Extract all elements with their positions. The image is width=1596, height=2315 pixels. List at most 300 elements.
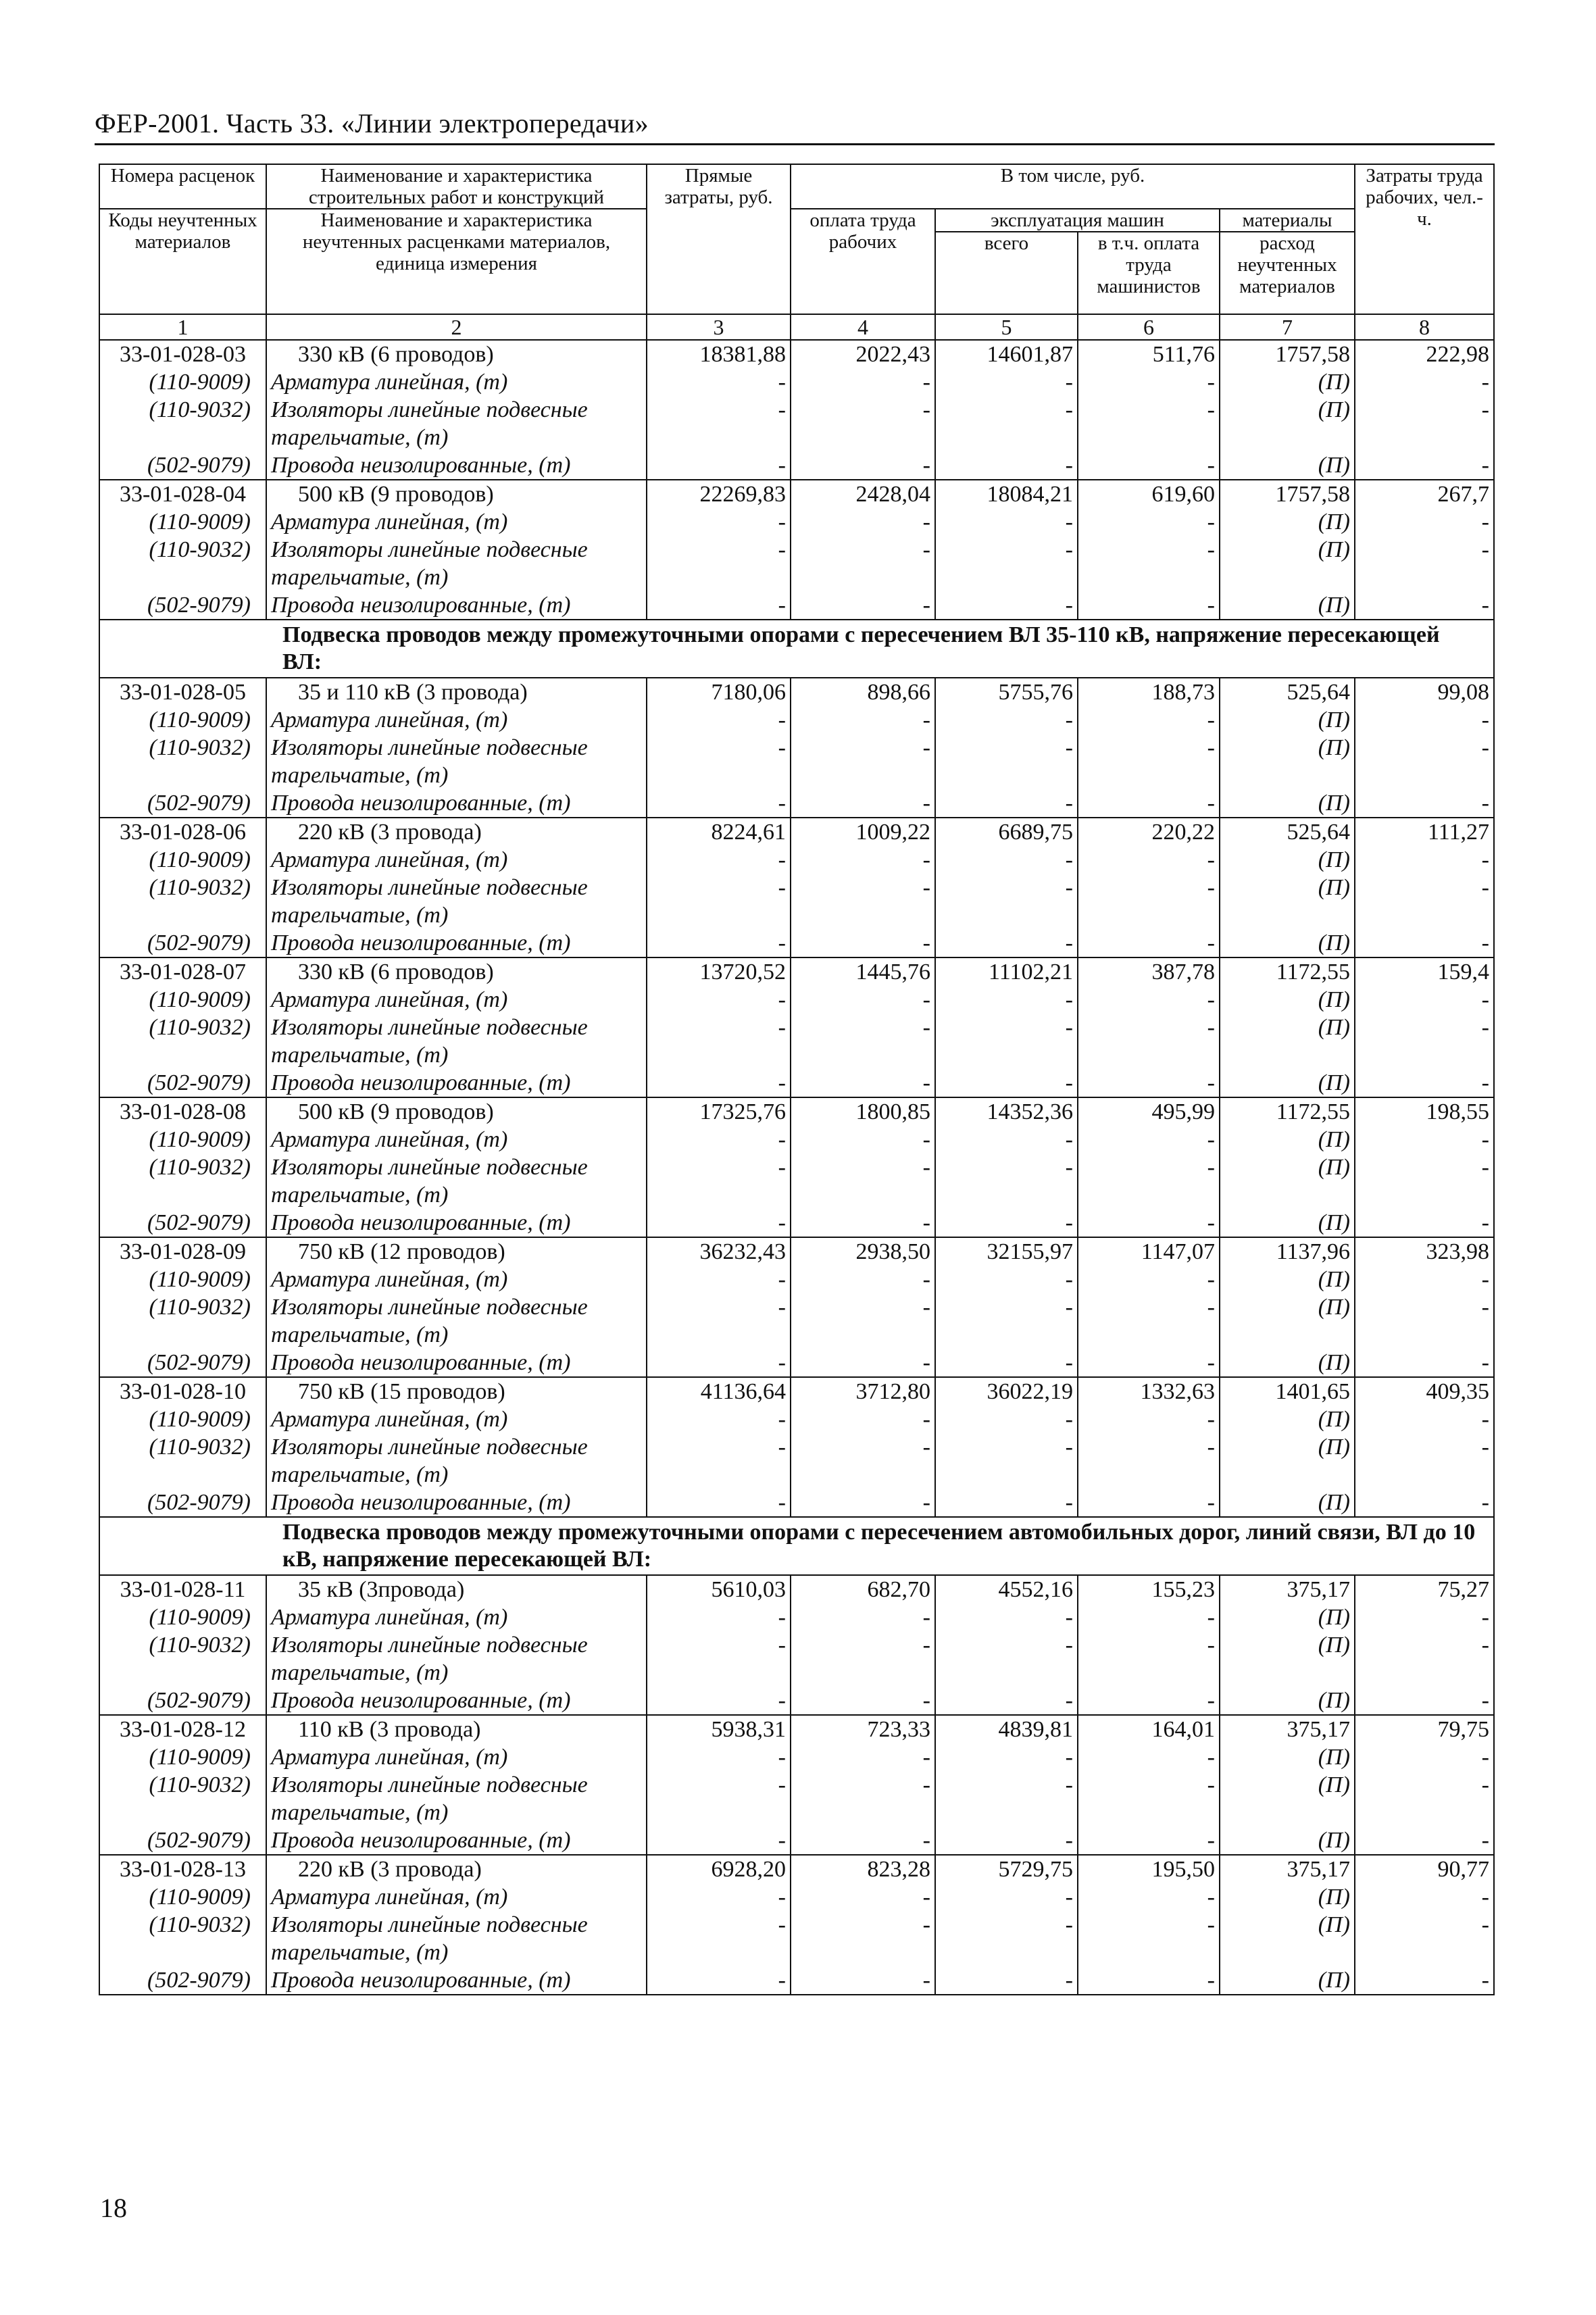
dash-cell: - — [935, 789, 1078, 818]
rate-code: 33-01-028-06 — [99, 818, 266, 846]
dash-cell: - — [1078, 1966, 1220, 1995]
rate-name: 500 кВ (9 проводов) — [266, 480, 647, 508]
dash-cell: - — [1355, 734, 1494, 789]
material-row — [99, 1489, 1494, 1517]
material-p-mark: (П) — [1220, 706, 1355, 734]
material-code: (110-9032) — [99, 734, 266, 789]
col-number: 5 — [935, 314, 1078, 340]
rate-code: 33-01-028-07 — [99, 957, 266, 986]
rate-mach-pay: 495,99 — [1078, 1097, 1220, 1126]
rate-name: 330 кВ (6 проводов) — [266, 957, 647, 986]
page-number: 18 — [100, 2193, 127, 2223]
dash-cell: - — [791, 846, 935, 874]
dash-cell: - — [1078, 1771, 1220, 1826]
material-row — [99, 1687, 1494, 1715]
col-number: 8 — [1355, 314, 1494, 340]
material-row — [99, 846, 1494, 874]
dash-cell: - — [1355, 706, 1494, 734]
rate-row — [99, 340, 1494, 368]
dash-cell: - — [1078, 536, 1220, 591]
dash-cell: - — [1355, 1209, 1494, 1237]
dash-cell: - — [647, 1603, 791, 1631]
dash-cell: - — [647, 1966, 791, 1995]
dash-cell: - — [935, 929, 1078, 957]
rate-mach-total: 32155,97 — [935, 1237, 1078, 1266]
material-p-mark: (П) — [1220, 396, 1355, 451]
rate-mach-total: 5729,75 — [935, 1855, 1078, 1883]
material-name: Изоляторы линейные подвесные — [266, 1153, 647, 1181]
dash-cell: - — [791, 1014, 935, 1069]
material-name: Изоляторы линейные подвесные — [266, 1911, 647, 1939]
dash-cell: - — [791, 396, 935, 451]
material-p-mark: (П) — [1220, 1911, 1355, 1966]
dash-cell: - — [1355, 1603, 1494, 1631]
material-row — [99, 591, 1494, 620]
dash-cell: - — [791, 1687, 935, 1715]
material-code: (110-9009) — [99, 986, 266, 1014]
dash-cell: - — [1355, 1826, 1494, 1855]
rate-code: 33-01-028-10 — [99, 1377, 266, 1405]
dash-cell: - — [647, 396, 791, 451]
rate-row — [99, 678, 1494, 706]
dash-cell: - — [935, 1883, 1078, 1911]
material-row — [99, 1405, 1494, 1433]
dash-cell: - — [791, 1826, 935, 1855]
header-including: В том числе, руб. — [791, 164, 1355, 209]
dash-cell: - — [791, 986, 935, 1014]
rate-name: 750 кВ (15 проводов) — [266, 1377, 647, 1405]
rate-labor-hours: 111,27 — [1355, 818, 1494, 846]
rate-mach-total: 5755,76 — [935, 678, 1078, 706]
rate-code: 33-01-028-09 — [99, 1237, 266, 1266]
material-p-mark: (П) — [1220, 1293, 1355, 1349]
material-name: Изоляторы линейные подвесные — [266, 1631, 647, 1659]
rate-labor: 2428,04 — [791, 480, 935, 508]
material-row — [99, 1069, 1494, 1097]
rate-labor: 823,28 — [791, 1855, 935, 1883]
material-name-continuation: тарельчатые, (т) — [266, 1321, 647, 1349]
dash-cell: - — [935, 591, 1078, 620]
dash-cell: - — [647, 1911, 791, 1966]
material-p-mark: (П) — [1220, 986, 1355, 1014]
rate-mach-total: 11102,21 — [935, 957, 1078, 986]
dash-cell: - — [1355, 536, 1494, 591]
rate-mach-total: 4552,16 — [935, 1575, 1078, 1603]
section-heading-row — [99, 620, 1494, 678]
rate-row — [99, 1575, 1494, 1603]
dash-cell: - — [1355, 1687, 1494, 1715]
dash-cell: - — [1078, 1743, 1220, 1771]
rate-row — [99, 1377, 1494, 1405]
dash-cell: - — [647, 1826, 791, 1855]
rate-labor: 1800,85 — [791, 1097, 935, 1126]
dash-cell: - — [791, 1771, 935, 1826]
rate-mach-pay: 164,01 — [1078, 1715, 1220, 1743]
material-row — [99, 396, 1494, 424]
material-name-continuation: тарельчатые, (т) — [266, 901, 647, 929]
dash-cell: - — [1355, 1743, 1494, 1771]
dash-cell: - — [1355, 1153, 1494, 1209]
header-unaccounted-codes: Коды неучтенных материалов — [99, 209, 266, 314]
rate-labor: 2022,43 — [791, 340, 935, 368]
dash-cell: - — [1355, 1405, 1494, 1433]
material-name: Изоляторы линейные подвесные — [266, 1433, 647, 1461]
dash-cell: - — [647, 1743, 791, 1771]
material-code: (110-9009) — [99, 368, 266, 396]
dash-cell: - — [1078, 1405, 1220, 1433]
dash-cell: - — [935, 1349, 1078, 1377]
material-name: Изоляторы линейные подвесные — [266, 536, 647, 564]
material-p-mark: (П) — [1220, 1687, 1355, 1715]
rate-materials: 1172,55 — [1220, 1097, 1355, 1126]
dash-cell: - — [791, 706, 935, 734]
dash-cell: - — [1355, 1631, 1494, 1687]
rate-labor: 682,70 — [791, 1575, 935, 1603]
material-row — [99, 1266, 1494, 1293]
dash-cell: - — [1355, 986, 1494, 1014]
dash-cell: - — [791, 1489, 935, 1517]
rate-direct: 6928,20 — [647, 1855, 791, 1883]
material-code: (110-9009) — [99, 1743, 266, 1771]
rate-labor: 723,33 — [791, 1715, 935, 1743]
material-row — [99, 1631, 1494, 1659]
dash-cell: - — [1078, 1293, 1220, 1349]
dash-cell: - — [1078, 929, 1220, 957]
dash-cell: - — [1355, 1489, 1494, 1517]
rate-mach-pay: 220,22 — [1078, 818, 1220, 846]
material-p-mark: (П) — [1220, 1631, 1355, 1687]
rate-labor-hours: 159,4 — [1355, 957, 1494, 986]
rate-labor: 1009,22 — [791, 818, 935, 846]
dash-cell: - — [935, 706, 1078, 734]
rate-name: 35 и 110 кВ (3 провода) — [266, 678, 647, 706]
dash-cell: - — [1078, 1069, 1220, 1097]
rate-row — [99, 1097, 1494, 1126]
rate-mach-pay: 387,78 — [1078, 957, 1220, 986]
material-name-continuation: тарельчатые, (т) — [266, 1659, 647, 1687]
dash-cell: - — [1355, 874, 1494, 929]
material-row — [99, 789, 1494, 818]
material-code: (110-9032) — [99, 874, 266, 929]
material-p-mark: (П) — [1220, 874, 1355, 929]
material-row — [99, 734, 1494, 762]
material-code: (110-9009) — [99, 1603, 266, 1631]
dash-cell: - — [1078, 396, 1220, 451]
material-name: Арматура линейная, (т) — [266, 986, 647, 1014]
material-p-mark: (П) — [1220, 1433, 1355, 1489]
dash-cell: - — [935, 1603, 1078, 1631]
rate-code: 33-01-028-13 — [99, 1855, 266, 1883]
dash-cell: - — [647, 1266, 791, 1293]
col-number: 1 — [99, 314, 266, 340]
dash-cell: - — [647, 368, 791, 396]
dash-cell: - — [1078, 1349, 1220, 1377]
header-machinist-pay: в т.ч. оплата труда машинистов — [1078, 232, 1220, 314]
material-p-mark: (П) — [1220, 368, 1355, 396]
rate-code: 33-01-028-05 — [99, 678, 266, 706]
dash-cell: - — [647, 1293, 791, 1349]
material-p-mark: (П) — [1220, 1126, 1355, 1153]
dash-cell: - — [935, 986, 1078, 1014]
col-number: 7 — [1220, 314, 1355, 340]
material-p-mark: (П) — [1220, 1153, 1355, 1209]
dash-cell: - — [1078, 1014, 1220, 1069]
dash-cell: - — [647, 986, 791, 1014]
dash-cell: - — [791, 368, 935, 396]
dash-cell: - — [791, 508, 935, 536]
material-p-mark: (П) — [1220, 929, 1355, 957]
document-title: ФЕР-2001. Часть 33. «Линии электропередачи» — [95, 108, 649, 139]
header-materials: материалы — [1220, 209, 1355, 232]
material-p-mark: (П) — [1220, 1405, 1355, 1433]
dash-cell: - — [935, 1153, 1078, 1209]
material-code: (110-9009) — [99, 508, 266, 536]
dash-cell: - — [647, 1687, 791, 1715]
dash-cell: - — [1078, 846, 1220, 874]
rate-materials: 525,64 — [1220, 678, 1355, 706]
material-name-continuation: тарельчатые, (т) — [266, 1939, 647, 1966]
material-code: (110-9032) — [99, 1433, 266, 1489]
material-name: Арматура линейная, (т) — [266, 508, 647, 536]
dash-cell: - — [1355, 1433, 1494, 1489]
dash-cell: - — [1355, 591, 1494, 620]
dash-cell: - — [1078, 1433, 1220, 1489]
rate-direct: 18381,88 — [647, 340, 791, 368]
rate-name: 330 кВ (6 проводов) — [266, 340, 647, 368]
material-name-continuation: тарельчатые, (т) — [266, 1181, 647, 1209]
material-name: Арматура линейная, (т) — [266, 1883, 647, 1911]
dash-cell: - — [935, 1293, 1078, 1349]
material-name-continuation: тарельчатые, (т) — [266, 1799, 647, 1826]
rate-labor-hours: 323,98 — [1355, 1237, 1494, 1266]
dash-cell: - — [647, 706, 791, 734]
dash-cell: - — [1355, 1771, 1494, 1826]
material-name: Арматура линейная, (т) — [266, 1266, 647, 1293]
material-code: (110-9032) — [99, 1631, 266, 1687]
rate-mach-total: 18084,21 — [935, 480, 1078, 508]
material-name: Провода неизолированные, (т) — [266, 929, 647, 957]
material-row — [99, 1911, 1494, 1939]
material-name: Провода неизолированные, (т) — [266, 1687, 647, 1715]
dash-cell: - — [1355, 1293, 1494, 1349]
rate-mach-total: 36022,19 — [935, 1377, 1078, 1405]
dash-cell: - — [647, 451, 791, 480]
material-row — [99, 1826, 1494, 1855]
rate-direct: 8224,61 — [647, 818, 791, 846]
material-code: (502-9079) — [99, 1489, 266, 1517]
dash-cell: - — [1078, 1826, 1220, 1855]
material-p-mark: (П) — [1220, 1743, 1355, 1771]
header-machine-operation: эксплуатация машин — [935, 209, 1220, 232]
material-p-mark: (П) — [1220, 846, 1355, 874]
dash-cell: - — [647, 734, 791, 789]
rate-row — [99, 957, 1494, 986]
dash-cell: - — [791, 591, 935, 620]
dash-cell: - — [1355, 1349, 1494, 1377]
dash-cell: - — [647, 846, 791, 874]
header-unaccounted-usage: расход неучтенных материалов — [1220, 232, 1355, 314]
material-row — [99, 1126, 1494, 1153]
dash-cell: - — [647, 1489, 791, 1517]
dash-cell: - — [1078, 591, 1220, 620]
material-code: (502-9079) — [99, 1069, 266, 1097]
dash-cell: - — [1355, 451, 1494, 480]
dash-cell: - — [1078, 734, 1220, 789]
dash-cell: - — [1078, 1603, 1220, 1631]
material-code: (110-9009) — [99, 706, 266, 734]
dash-cell: - — [1078, 789, 1220, 818]
material-name: Арматура линейная, (т) — [266, 1603, 647, 1631]
dash-cell: - — [935, 1126, 1078, 1153]
dash-cell: - — [647, 1209, 791, 1237]
dash-cell: - — [1078, 706, 1220, 734]
rate-name: 220 кВ (3 провода) — [266, 1855, 647, 1883]
rate-row — [99, 1715, 1494, 1743]
material-code: (110-9009) — [99, 1883, 266, 1911]
dash-cell: - — [647, 1069, 791, 1097]
dash-cell: - — [1078, 1266, 1220, 1293]
dash-cell: - — [1355, 1126, 1494, 1153]
dash-cell: - — [935, 536, 1078, 591]
rate-row — [99, 480, 1494, 508]
material-name: Провода неизолированные, (т) — [266, 1826, 647, 1855]
material-name: Изоляторы линейные подвесные — [266, 1771, 647, 1799]
rate-mach-pay: 188,73 — [1078, 678, 1220, 706]
material-row — [99, 1153, 1494, 1181]
dash-cell: - — [647, 1771, 791, 1826]
col-number: 2 — [266, 314, 647, 340]
rate-code: 33-01-028-04 — [99, 480, 266, 508]
dash-cell: - — [791, 734, 935, 789]
rate-materials: 375,17 — [1220, 1715, 1355, 1743]
material-name-continuation: тарельчатые, (т) — [266, 564, 647, 591]
dash-cell: - — [791, 1631, 935, 1687]
rate-mach-pay: 1147,07 — [1078, 1237, 1220, 1266]
material-name: Изоляторы линейные подвесные — [266, 1014, 647, 1041]
material-row — [99, 986, 1494, 1014]
material-row — [99, 706, 1494, 734]
material-p-mark: (П) — [1220, 508, 1355, 536]
dash-cell: - — [791, 1883, 935, 1911]
material-name: Арматура линейная, (т) — [266, 368, 647, 396]
material-code: (110-9032) — [99, 536, 266, 591]
material-name: Провода неизолированные, (т) — [266, 1966, 647, 1995]
rate-name: 110 кВ (3 провода) — [266, 1715, 647, 1743]
dash-cell: - — [791, 1603, 935, 1631]
material-name: Провода неизолированные, (т) — [266, 789, 647, 818]
material-p-mark: (П) — [1220, 1603, 1355, 1631]
dash-cell: - — [791, 1126, 935, 1153]
material-code: (502-9079) — [99, 1966, 266, 1995]
rate-materials: 375,17 — [1220, 1855, 1355, 1883]
material-code: (110-9009) — [99, 1405, 266, 1433]
dash-cell: - — [1078, 874, 1220, 929]
material-row — [99, 874, 1494, 901]
rate-direct: 41136,64 — [647, 1377, 791, 1405]
dash-cell: - — [791, 1153, 935, 1209]
dash-cell: - — [935, 1405, 1078, 1433]
dash-cell: - — [791, 789, 935, 818]
dash-cell: - — [791, 1743, 935, 1771]
material-code: (110-9032) — [99, 1014, 266, 1069]
rate-direct: 7180,06 — [647, 678, 791, 706]
rate-materials: 1401,65 — [1220, 1377, 1355, 1405]
rate-labor-hours: 409,35 — [1355, 1377, 1494, 1405]
dash-cell: - — [935, 1209, 1078, 1237]
dash-cell: - — [791, 1069, 935, 1097]
material-row — [99, 1743, 1494, 1771]
material-code: (110-9032) — [99, 1293, 266, 1349]
dash-cell: - — [935, 451, 1078, 480]
header-work-name: Наименование и характеристика строительных работ и конструкций — [266, 164, 647, 209]
rate-direct: 13720,52 — [647, 957, 791, 986]
rates-table-body — [99, 340, 1494, 1995]
dash-cell: - — [791, 1966, 935, 1995]
rate-mach-total: 4839,81 — [935, 1715, 1078, 1743]
dash-cell: - — [1355, 396, 1494, 451]
rate-mach-pay: 511,76 — [1078, 340, 1220, 368]
rate-labor-hours: 198,55 — [1355, 1097, 1494, 1126]
material-name: Изоляторы линейные подвесные — [266, 396, 647, 424]
col-number: 6 — [1078, 314, 1220, 340]
dash-cell: - — [935, 1266, 1078, 1293]
dash-cell: - — [935, 1433, 1078, 1489]
material-p-mark: (П) — [1220, 1489, 1355, 1517]
dash-cell: - — [1355, 1014, 1494, 1069]
dash-cell: - — [935, 1911, 1078, 1966]
rate-mach-pay: 619,60 — [1078, 480, 1220, 508]
dash-cell: - — [1355, 846, 1494, 874]
rate-row — [99, 818, 1494, 846]
col-number: 3 — [647, 314, 791, 340]
rate-materials: 525,64 — [1220, 818, 1355, 846]
dash-cell: - — [935, 368, 1078, 396]
dash-cell: - — [1078, 368, 1220, 396]
rate-direct: 5938,31 — [647, 1715, 791, 1743]
material-p-mark: (П) — [1220, 789, 1355, 818]
material-code: (502-9079) — [99, 1349, 266, 1377]
material-p-mark: (П) — [1220, 1349, 1355, 1377]
dash-cell: - — [647, 789, 791, 818]
material-code: (110-9032) — [99, 1153, 266, 1209]
dash-cell: - — [647, 874, 791, 929]
dash-cell: - — [791, 536, 935, 591]
material-p-mark: (П) — [1220, 1266, 1355, 1293]
rate-direct: 36232,43 — [647, 1237, 791, 1266]
rate-name: 500 кВ (9 проводов) — [266, 1097, 647, 1126]
rate-mach-pay: 155,23 — [1078, 1575, 1220, 1603]
dash-cell: - — [791, 874, 935, 929]
header-rate-numbers: Номера расценок — [99, 164, 266, 209]
material-row — [99, 1433, 1494, 1461]
header-machines-total: всего — [935, 232, 1078, 314]
material-row — [99, 1349, 1494, 1377]
header-direct-costs: Прямые затраты, руб. — [647, 164, 791, 314]
rate-labor-hours: 99,08 — [1355, 678, 1494, 706]
dash-cell: - — [935, 734, 1078, 789]
dash-cell: - — [935, 508, 1078, 536]
material-row — [99, 1209, 1494, 1237]
material-p-mark: (П) — [1220, 1014, 1355, 1069]
rate-row — [99, 1855, 1494, 1883]
material-name: Арматура линейная, (т) — [266, 1405, 647, 1433]
rate-mach-total: 14352,36 — [935, 1097, 1078, 1126]
dash-cell: - — [647, 508, 791, 536]
material-name: Провода неизолированные, (т) — [266, 1069, 647, 1097]
dash-cell: - — [647, 536, 791, 591]
dash-cell: - — [1078, 1126, 1220, 1153]
material-name-continuation: тарельчатые, (т) — [266, 1461, 647, 1489]
